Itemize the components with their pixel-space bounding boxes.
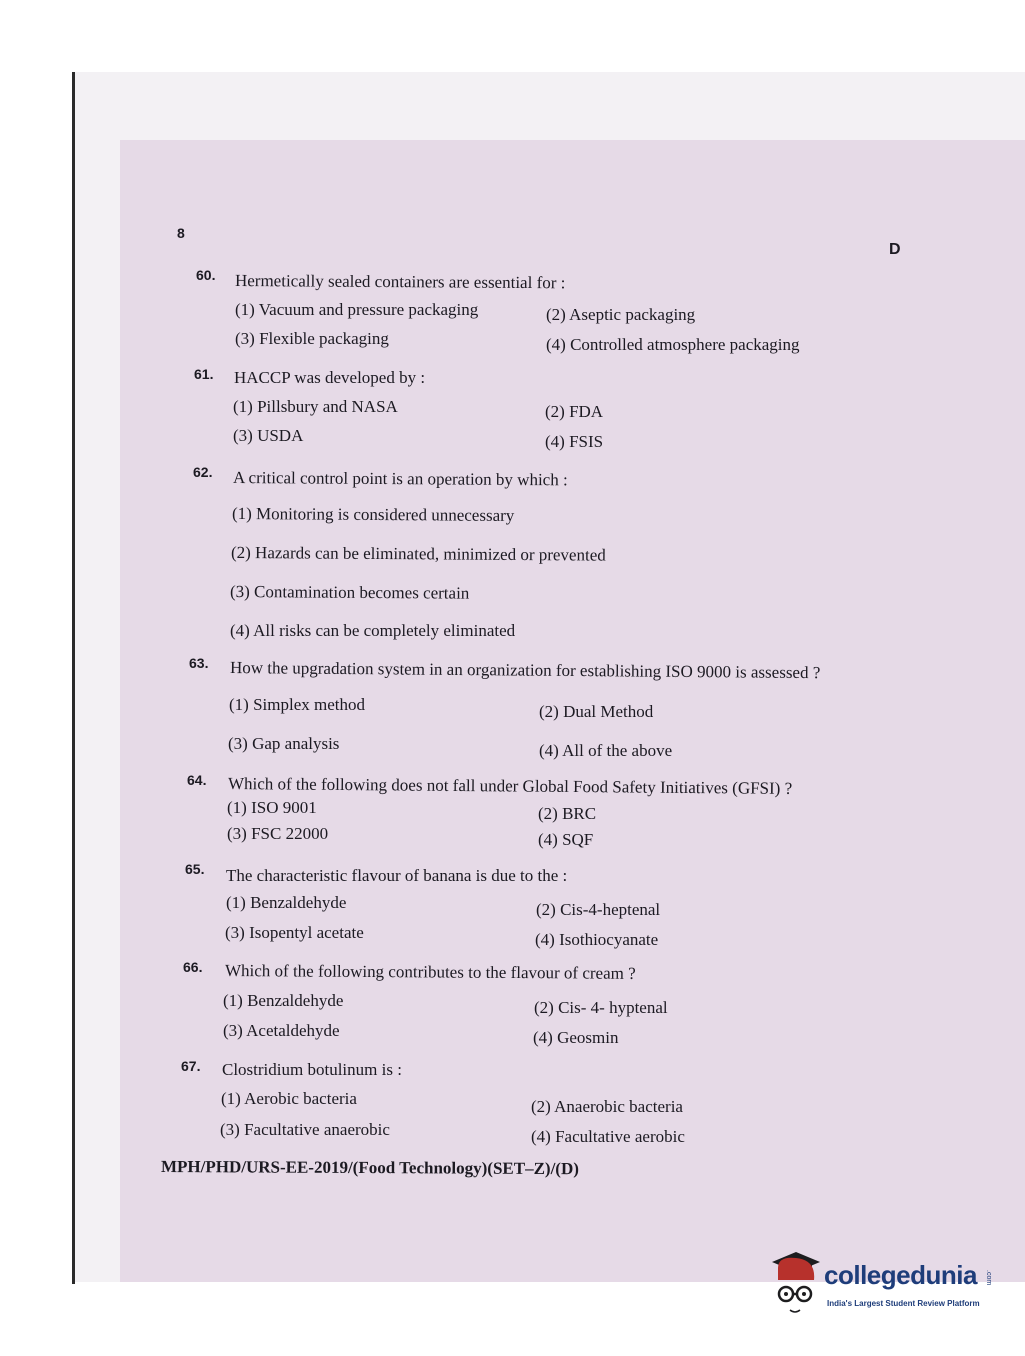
- question-text: Clostridium botulinum is :: [222, 1060, 402, 1079]
- option-2: (2) Aseptic packaging: [546, 305, 696, 324]
- logo-brand-text: collegedunia: [824, 1260, 977, 1290]
- option-3: (3) Facultative anaerobic: [220, 1120, 390, 1139]
- question-number: 62.: [193, 464, 213, 480]
- option-4: (4) All of the above: [539, 741, 673, 760]
- option-4: (4) SQF: [538, 830, 594, 849]
- option-1: (1) Vacuum and pressure packaging: [235, 300, 479, 319]
- set-letter: D: [889, 241, 901, 258]
- question-number: 67.: [181, 1058, 201, 1074]
- paper-code-footer: MPH/PHD/URS-EE-2019/(Food Technology)(SET–Z)/(D): [160, 1157, 579, 1179]
- option-2: (2) Hazards can be eliminated, minimized or prevented: [230, 543, 606, 565]
- option-1: (1) ISO 9001: [227, 798, 317, 817]
- option-3: (3) FSC 22000: [227, 824, 329, 843]
- option-1: (1) Benzaldehyde: [226, 893, 347, 912]
- question-text: Which of the following contributes to the flavour of cream ?: [224, 961, 636, 983]
- question-text: HACCP was developed by :: [234, 368, 426, 387]
- option-1: (1) Pillsbury and NASA: [233, 397, 398, 416]
- question-number: 61.: [194, 366, 214, 382]
- question-text: A critical control point is an operation by which :: [232, 468, 568, 490]
- option-3: (3) Acetaldehyde: [223, 1021, 340, 1040]
- exam-page: [120, 140, 1025, 1282]
- option-4: (4) Controlled atmosphere packaging: [546, 335, 800, 354]
- question-number: 60.: [196, 267, 216, 283]
- option-3: (3) Flexible packaging: [235, 329, 389, 348]
- page-number: 8: [177, 225, 185, 241]
- logo-domain-suffix: .com: [985, 1270, 992, 1286]
- question-text: Hermetically sealed containers are essential for :: [234, 271, 566, 293]
- question-text: Which of the following does not fall under Global Food Safety Initiatives (GFSI) ?: [227, 774, 793, 798]
- option-2: (2) FDA: [545, 402, 604, 421]
- option-4: (4) All risks can be completely eliminated: [230, 621, 516, 640]
- option-2: (2) BRC: [538, 804, 597, 823]
- option-1: (1) Simplex method: [229, 695, 365, 714]
- option-1: (1) Aerobic bacteria: [221, 1089, 357, 1108]
- question-text: How the upgradation system in an organization for establishing ISO 9000 is assessed ?: [229, 658, 821, 683]
- scan-edge-line: [72, 72, 75, 1284]
- logo-tagline: India's Largest Student Review Platform: [827, 1299, 980, 1308]
- option-4: (4) FSIS: [545, 432, 604, 451]
- option-4: (4) Geosmin: [533, 1028, 619, 1047]
- option-3: (3) Contamination becomes certain: [229, 582, 470, 603]
- option-4: (4) Isothiocyanate: [535, 930, 659, 949]
- option-3: (3) USDA: [233, 426, 304, 445]
- option-3: (3) Gap analysis: [228, 734, 340, 753]
- option-2: (2) Anaerobic bacteria: [531, 1097, 683, 1116]
- option-2: (2) Cis- 4- hyptenal: [534, 998, 668, 1017]
- option-4: (4) Facultative aerobic: [531, 1127, 685, 1146]
- option-1: (1) Benzaldehyde: [223, 991, 344, 1010]
- question-text: The characteristic flavour of banana is due to the :: [226, 866, 568, 885]
- question-number: 65.: [185, 861, 205, 877]
- question-number: 66.: [183, 959, 203, 975]
- question-number: 64.: [187, 772, 207, 788]
- option-2: (2) Cis-4-heptenal: [536, 900, 661, 919]
- collegedunia-logo: [766, 1248, 1006, 1318]
- option-2: (2) Dual Method: [539, 702, 654, 721]
- option-3: (3) Isopentyl acetate: [225, 923, 364, 942]
- graduate-cap-mascot-icon: [766, 1248, 824, 1318]
- option-1: (1) Monitoring is considered unnecessary: [231, 504, 515, 525]
- question-number: 63.: [189, 655, 209, 671]
